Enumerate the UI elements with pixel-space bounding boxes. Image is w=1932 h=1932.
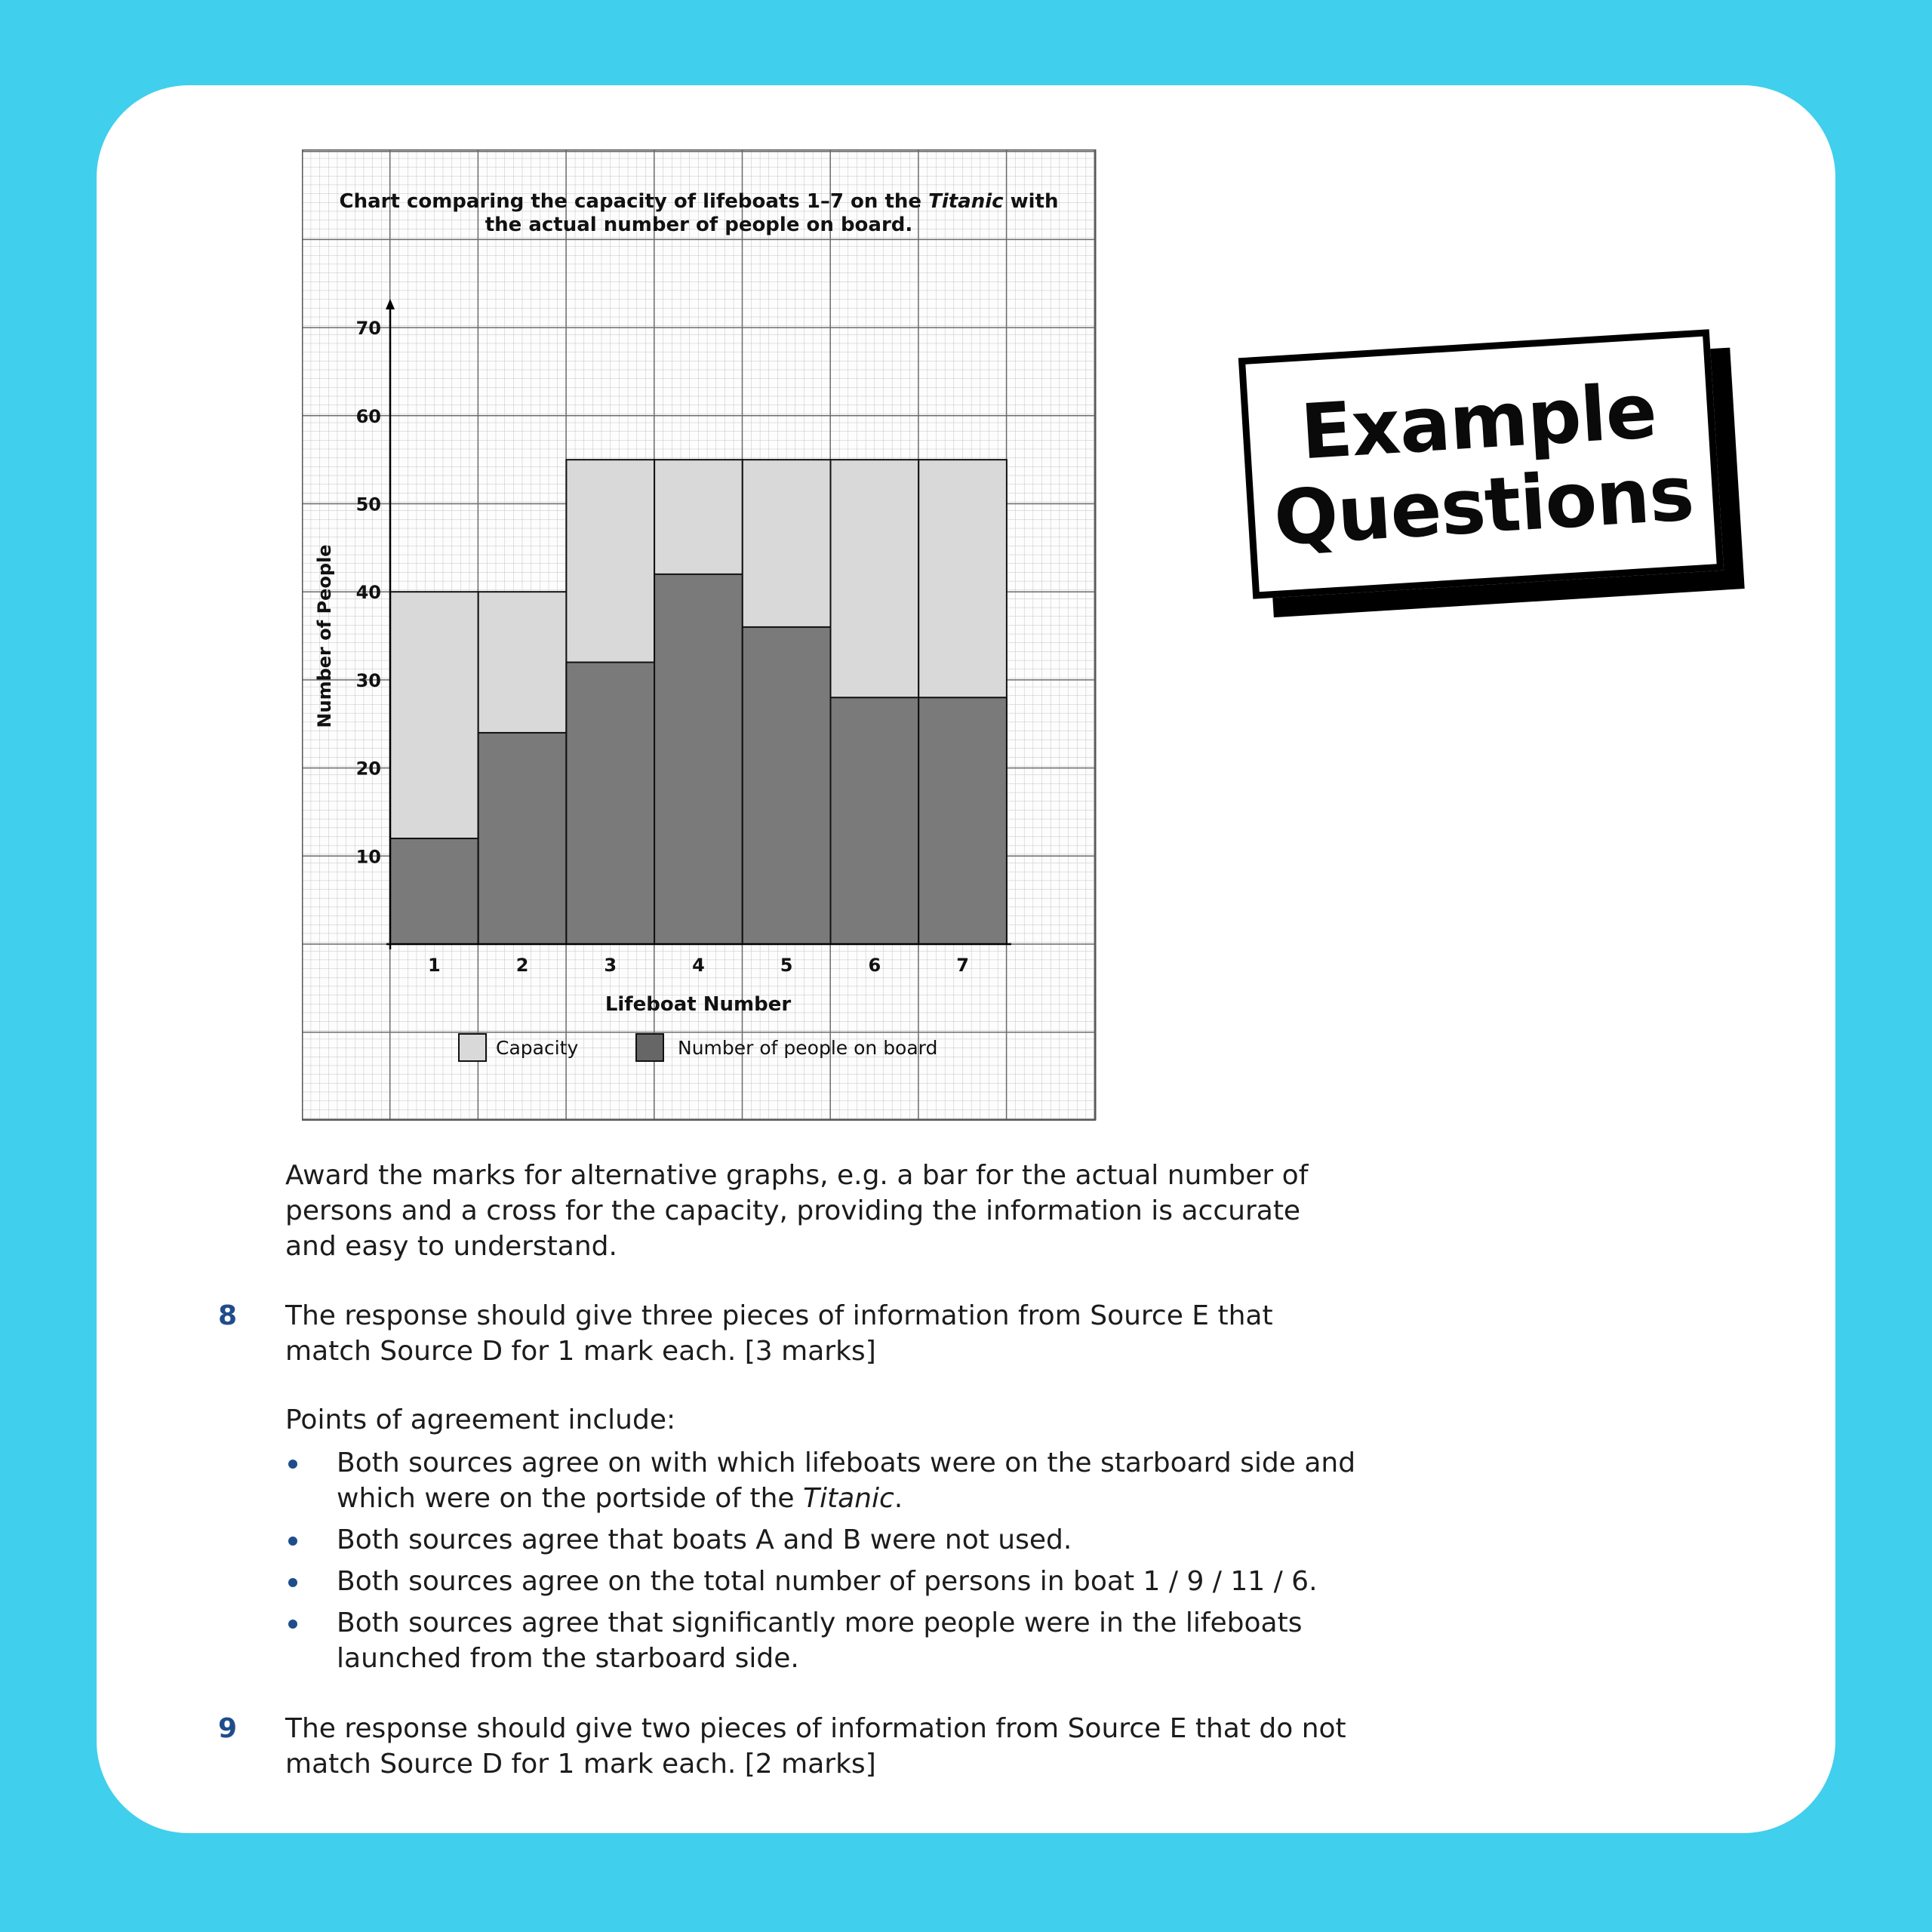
legend-label-capacity: Capacity [496,1037,579,1059]
intro-paragraph: Award the marks for alternative graphs, e.g. a bar for the actual number of persons and a cross for the capacity, providing the information is accurate and easy to understand. [285,1160,1309,1262]
list-item: Both sources agree that significantly more people were in the lifeboats launched from the starboard side. [285,1605,1357,1676]
agreement-list [285,1445,1357,1682]
bullet-icon [288,1620,297,1629]
list-item: Both sources agree on with which lifeboats were on the starboard side and which were on the portside of the Titanic. [285,1445,1357,1516]
y-tick-label: 60 [355,405,381,427]
list-item: Both sources agree on the total number of persons in boat 1 / 9 / 11 / 6. [285,1564,1357,1599]
y-tick-label: 70 [355,318,381,340]
y-tick-label: 40 [355,582,381,604]
y-tick-label: 50 [355,494,381,515]
x-tick-label: 2 [515,955,529,976]
chart-title-line-2: the actual number of people on board. [485,214,913,236]
y-tick-label: 20 [355,758,381,780]
x-tick-label: 7 [956,955,969,976]
question-8-text: The response should give three pieces of information from Source E that match Source D for 1 mark each. [3 marks] [285,1300,1273,1367]
question-number-9: 9 [218,1713,238,1744]
y-tick-label: 30 [355,669,381,691]
question-9-text: The response should give two pieces of information from Source E that do not match Source D for 1 mark each. [2 marks] [285,1713,1346,1780]
badge-line-1: Example [1298,366,1659,477]
bullet-icon [288,1537,297,1546]
x-tick-label: 6 [868,955,881,976]
y-axis-label: Number of People [314,544,335,728]
points-heading: Points of agreement include: [285,1404,676,1435]
bullet-icon [288,1460,297,1469]
question-number-8: 8 [218,1300,238,1331]
legend-label-on-board: Number of people on board [678,1037,938,1059]
x-tick-label: 3 [604,955,617,976]
y-tick-label: 10 [355,846,381,868]
bullet-icon [288,1578,297,1587]
x-axis-label: Lifeboat Number [605,993,792,1016]
x-tick-label: 5 [780,955,793,976]
list-item: Both sources agree that boats A and B were not used. [285,1522,1357,1558]
x-tick-label: 4 [692,955,705,976]
chart-title-line-1: Chart comparing the capacity of lifeboats 1–7 on the Titanic with [339,190,1059,213]
x-tick-label: 1 [427,955,441,976]
badge-line-2: Questions [1271,449,1696,563]
